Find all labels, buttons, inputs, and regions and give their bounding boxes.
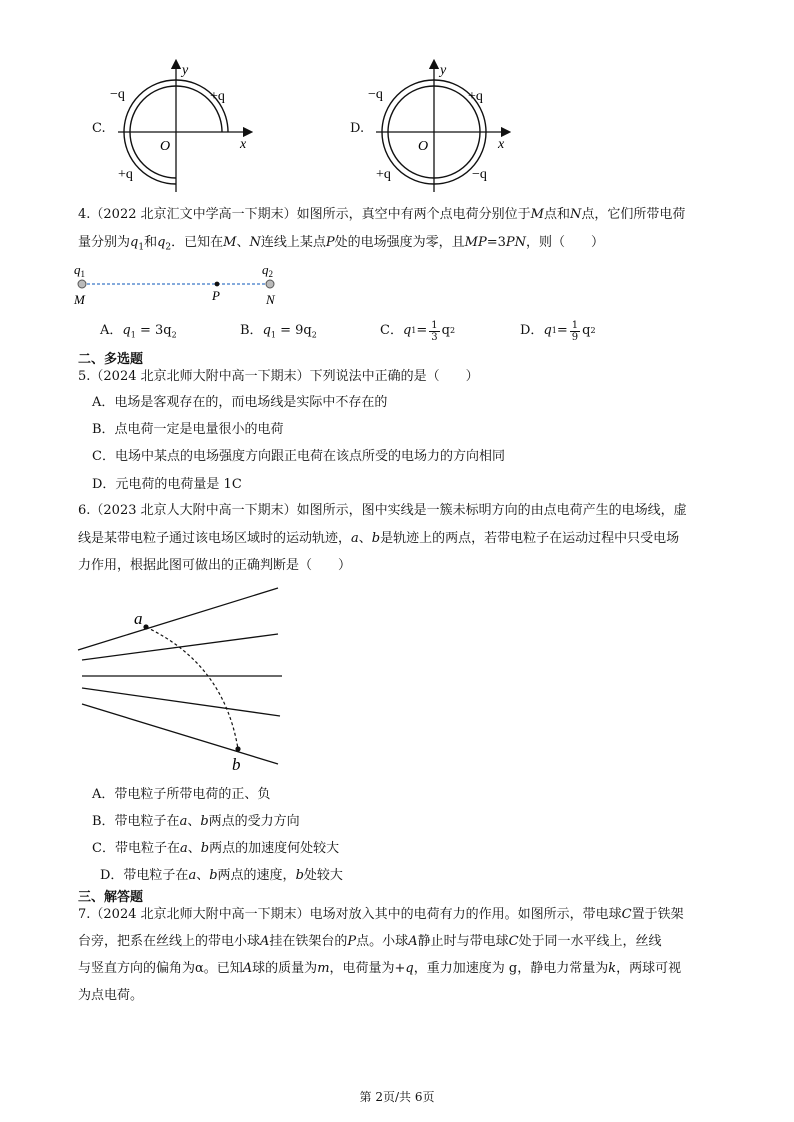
section-free-response: 三、解答题: [78, 890, 144, 905]
charge-top-right: +q: [468, 89, 483, 104]
charge-bottom-left: +q: [376, 167, 391, 182]
fraction: $\frac{1}{3}$: [431, 319, 438, 343]
q4-option-b[interactable]: B．$q_1 = 9q_2$: [240, 323, 317, 340]
q4-line1: 4.（2022 北京汇文中学高一下期末）如图所示，真空中有两个点电荷分别位于M点和N点，它们所带电荷: [78, 207, 686, 222]
arc-upper-left-outer: [124, 80, 176, 132]
q7-line4: 为点电荷。: [78, 988, 144, 1003]
q4-line2: 量分别为$q_1$和$q_2$．已知在M、N连线上某点P处的电场强度为零，且MP=3PN，则（ ）: [78, 235, 605, 253]
origin-label: O: [418, 139, 429, 154]
q4-option-a[interactable]: A．$q_1 = 3q_2$: [100, 323, 177, 340]
field-line-1: [78, 588, 278, 650]
arc-upper-left-inner: [130, 86, 176, 132]
q2-label: $q_2$: [262, 262, 273, 279]
point-n: [266, 280, 274, 288]
charge-top-left: −q: [368, 87, 383, 102]
q5-option-d[interactable]: D．元电荷的电荷量是 1C: [92, 477, 242, 492]
option-d-label: D.: [350, 121, 365, 136]
q6-line2: 线是某带电粒子通过该电场区域时的运动轨迹，a、b是轨迹上的两点，若带电粒子在运动过程中只受电场: [78, 531, 680, 546]
figure-q4-charges: [70, 260, 290, 308]
field-line-4: [82, 688, 280, 716]
q1-label: $q_1$: [74, 262, 85, 279]
y-label: y: [440, 63, 447, 78]
option-c-label: C.: [92, 121, 106, 136]
page-number: 第 2页/共 6页: [359, 1090, 435, 1104]
q6-option-b[interactable]: B．带电粒子在a、b两点的受力方向: [92, 814, 300, 829]
q6-line1: 6.（2023 北京人大附中高一下期末）如图所示，图中实线是一簇未标明方向的由点电荷产生的电场线，虚: [78, 503, 687, 518]
p-label: P: [212, 288, 220, 303]
q6-option-a[interactable]: A．带电粒子所带电荷的正、负: [92, 787, 271, 802]
figure-option-c: [110, 58, 260, 198]
charge-top-right: +q: [210, 89, 225, 104]
point-a: [143, 624, 148, 629]
q5-option-c[interactable]: C．电场中某点的电场强度方向跟正电荷在该点所受的电场力的方向相同: [92, 449, 505, 464]
q7-line1: 7.（2024 北京北师大附中高一下期末）电场对放入其中的电荷有力的作用。如图所示，带电球C置于铁架: [78, 907, 684, 922]
b-label: b: [232, 755, 241, 774]
charge-bottom-left: +q: [118, 167, 133, 182]
q7-line2: 台旁，把系在丝线上的带电小球A挂在铁架台的P点。小球A静止时与带电球C处于同一水平线上，丝线: [78, 934, 662, 949]
charge-top-left: −q: [110, 87, 125, 102]
a-label: a: [134, 609, 143, 628]
charge-bottom-right: −q: [472, 167, 487, 182]
point-p: [215, 282, 220, 287]
section-multiple-choice: 二、多选题: [78, 352, 144, 367]
x-label: x: [240, 137, 247, 152]
figure-q6-field-lines: [76, 584, 288, 774]
q4-option-d[interactable]: D． q 1 = $\frac{1}{9}$ q 2: [520, 319, 596, 343]
m-label: M: [74, 292, 85, 307]
q6-option-c[interactable]: C．带电粒子在a、b两点的加速度何处较大: [92, 841, 340, 856]
y-label: y: [182, 63, 189, 78]
n-label: N: [266, 292, 275, 307]
point-m: [78, 280, 86, 288]
figure-option-d: [368, 58, 518, 198]
field-line-5: [82, 704, 278, 764]
q5-stem: 5.（2024 北京北师大附中高一下期末）下列说法中正确的是（ ）: [78, 369, 479, 384]
x-label: x: [498, 137, 505, 152]
fraction: $\frac{1}{9}$: [571, 319, 579, 343]
arc-upper-right-outer: [176, 80, 228, 132]
q6-line3: 力作用，根据此图可做出的正确判断是（ ）: [78, 558, 352, 573]
q5-option-a[interactable]: A．电场是客观存在的，而电场线是实际中不存在的: [92, 395, 388, 410]
q5-option-b[interactable]: B．点电荷一定是电量很小的电荷: [92, 422, 284, 437]
q7-line3: 与竖直方向的偏角为α。已知A球的质量为m，电荷量为+q，重力加速度为 g，静电力常量为k，两球可视: [78, 961, 682, 976]
point-b: [235, 746, 240, 751]
origin-label: O: [160, 139, 171, 154]
q4-option-c[interactable]: C． q 1 = $\frac{1}{3}$ q 2: [380, 319, 456, 343]
q6-option-d[interactable]: D．带电粒子在a、b两点的速度，b处较大: [100, 868, 343, 883]
